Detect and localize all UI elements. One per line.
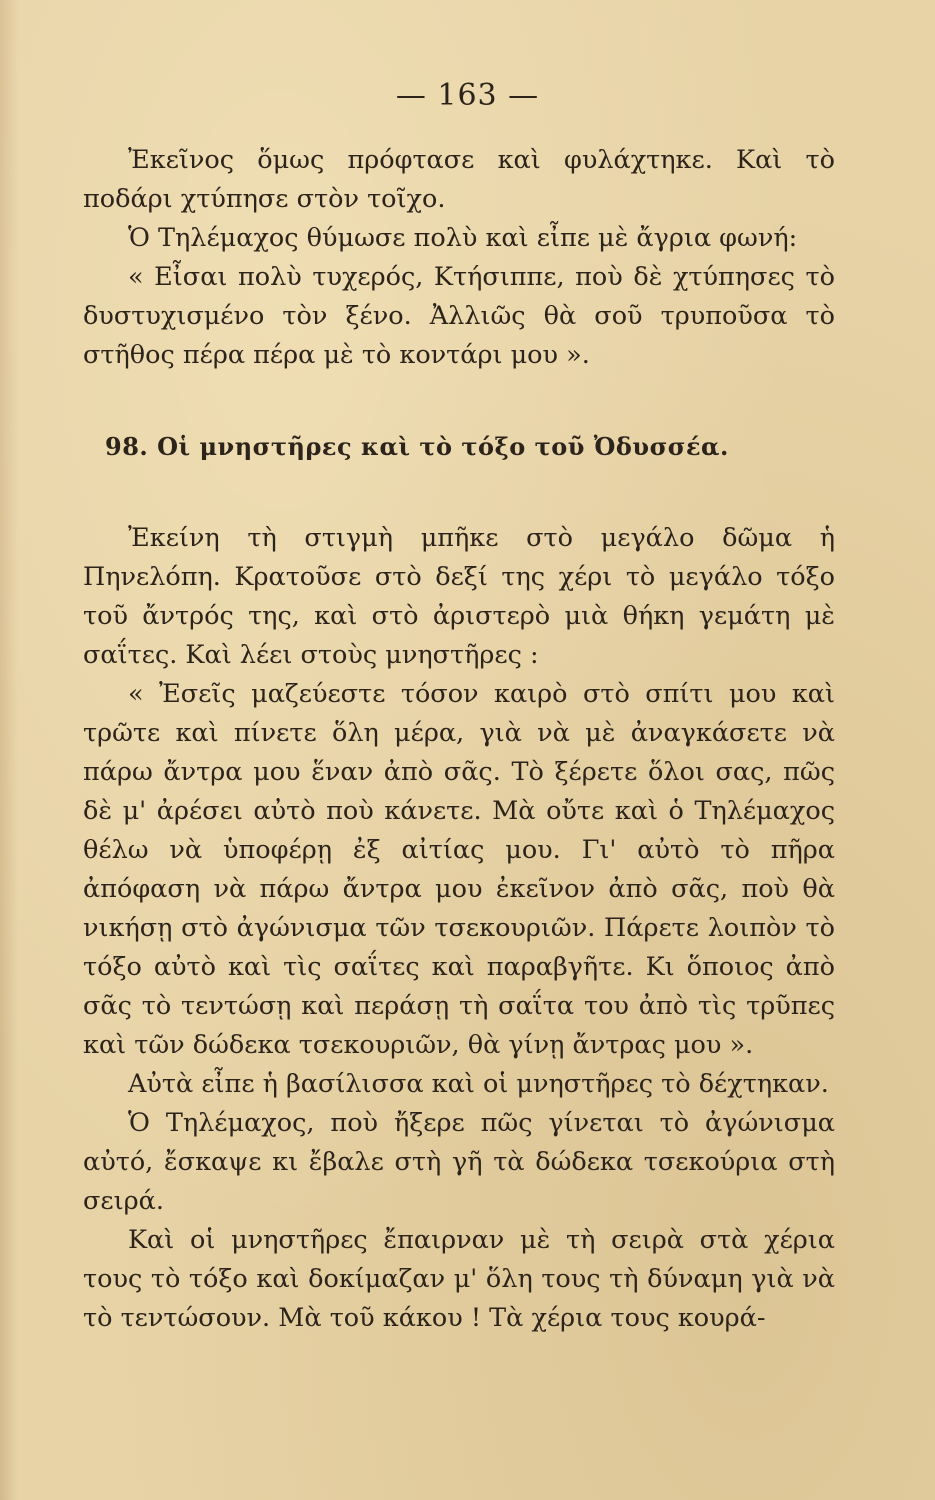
paragraph: Ἐκεῖνος ὅμως πρόφτασε καὶ φυλάχτηκε. Καὶ τὸ ποδάρι χτύπησε στὸν τοῖχο. [83,145,835,214]
paragraph: Ὁ Τηλέμαχος, ποὺ ἤξερε πῶς γίνεται τὸ ἀγώνισμα αὐτό, ἔσκαψε κι ἔβαλε στὴ γῆ τὰ δώδεκα τσεκούρια στὴ σειρά. [83,1108,835,1216]
page-number: — 163 — [395,78,540,113]
paragraph: Αὐτὰ εἶπε ἡ βασίλισσα καὶ οἱ μνηστῆρες τὸ δέχτηκαν. [128,1069,829,1099]
paragraph: Ὁ Τηλέμαχος θύμωσε πολὺ καὶ εἶπε μὲ ἄγρια φωνή: [128,223,798,253]
section-1-text [83,141,835,375]
paragraph: « Ἐσεῖς μαζεύεστε τόσον καιρὸ στὸ σπίτι μου καὶ τρῶτε καὶ πίνετε ὅλη μέρα, γιὰ νὰ μὲ ἀναγκάσετε νὰ πάρω ἄντρα μου ἕναν ἀπὸ σᾶς. Τὸ ξέρετε ὅλοι σας, πῶς δὲ μ' ἀρέσει αὐτὸ ποὺ κάνετε. Μὰ οὔτε καὶ ὁ Τηλέμαχος θέλω νὰ ὑποφέρῃ ἐξ αἰτίας μου. Γι' αὐτὸ τὸ πῆρα ἀπόφαση νὰ πάρω ἄντρα μου ἐκεῖνον ἀπὸ σᾶς, ποὺ θὰ νικήσῃ στὸ ἀγώνισμα τῶν τσεκουριῶν. Πάρετε λοιπὸν τὸ τόξο αὐτὸ καὶ τὶς σαΐτες καὶ παραβγῆτε. Κι ὅποιος ἀπὸ σᾶς τὸ τεντώσῃ καὶ περάσῃ τὴ σαΐτα του ἀπὸ τὶς τρῦπες καὶ τῶν δώδεκα τσεκουριῶν, θὰ γίνῃ ἄντρας μου ». [83,679,835,1060]
section-2-text [83,519,835,1338]
paragraph: Ἐκείνη τὴ στιγμὴ μπῆκε στὸ μεγάλο δῶμα ἡ Πηνελόπη. Κρατοῦσε στὸ δεξί της χέρι τὸ μεγάλο τόξο τοῦ ἄντρός της, καὶ στὸ ἀριστερὸ μιὰ θήκη γεμάτη μὲ σαΐτες. Καὶ λέει στοὺς μνηστῆρες : [83,523,835,670]
paragraph: Καὶ οἱ μνηστῆρες ἔπαιρναν μὲ τὴ σειρὰ στὰ χέρια τους τὸ τόξο καὶ δοκίμαζαν μ' ὅλη τους τὴ δύναμη γιὰ νὰ τὸ τεντώσουν. Μὰ τοῦ κάκου ! Τὰ χέρια τους κουρά- [83,1225,835,1333]
section-heading: 98. Οἱ μνηστῆρες καὶ τὸ τόξο τοῦ Ὀδυσσέα. [105,432,729,461]
paragraph: « Εἶσαι πολὺ τυχερός, Κτήσιππε, ποὺ δὲ χτύπησες τὸ δυστυχισμένο τὸν ξένο. Ἀλλιῶς θὰ σοῦ τρυποῦσα τὸ στῆθος πέρα πέρα μὲ τὸ κοντάρι μου ». [83,262,835,370]
